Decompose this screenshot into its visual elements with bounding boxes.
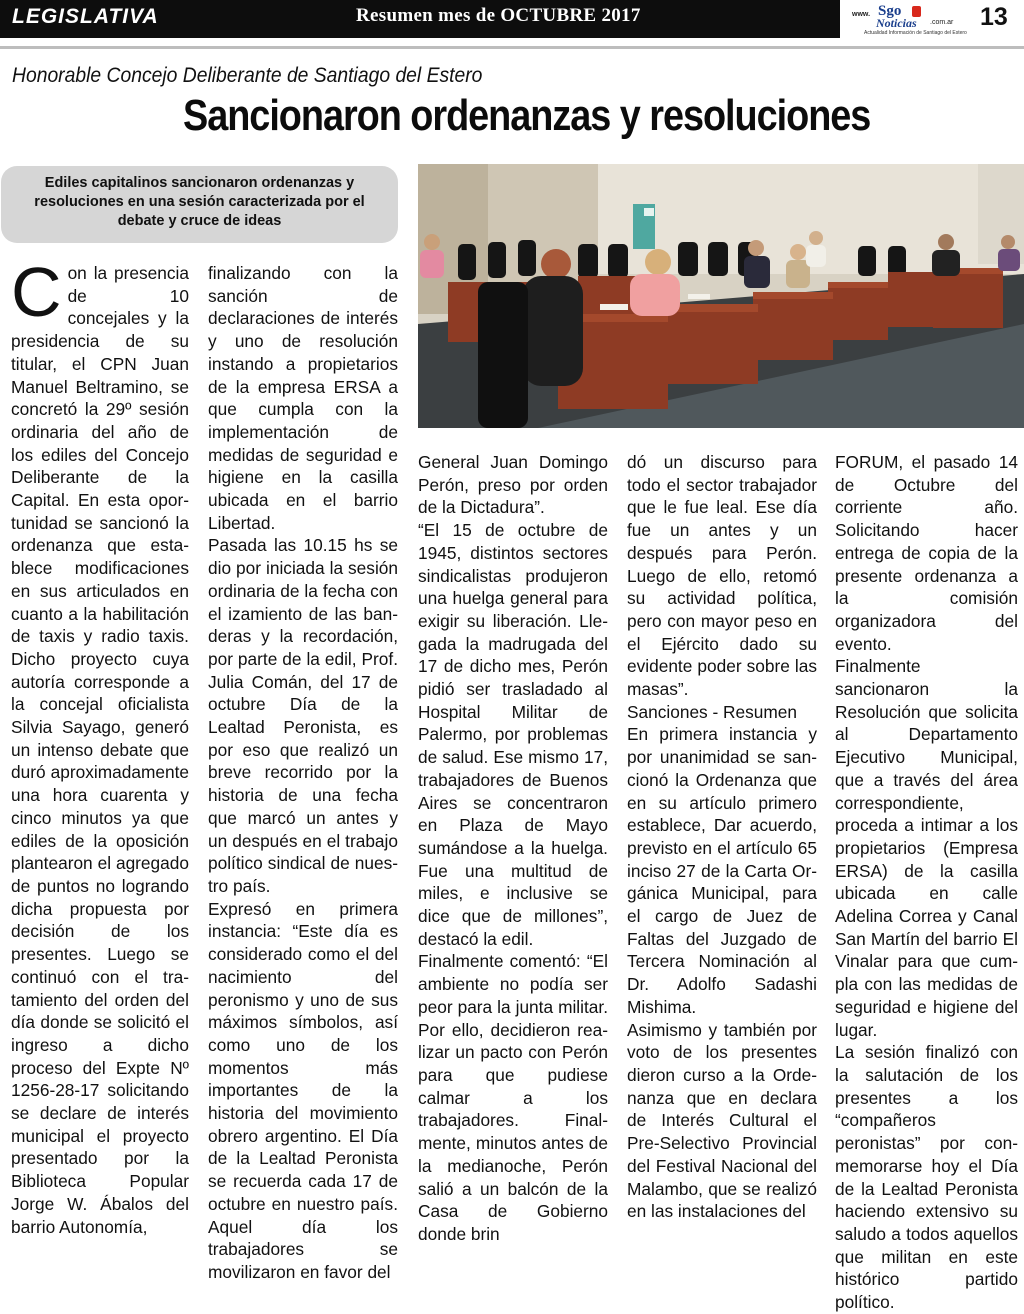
paragraph: En primera instancia y por unanimidad se sancionó la Ordenanza que en su artículo primero establece, Dar acuerdo, previsto en el artículo 65 inciso 27 de la Carta Orgánica Municipal, para el cargo de Juez de Faltas del Juzgado de Tercera Nominación al Dr. Adolfo Sadashi Mishima. [627, 724, 817, 1017]
paragraph: finalizando con la sanción de declaraciones de interés y uno de resolución instando a propietarios de la empresa ERSA a que cumpla con la implementación de medidas de seguridad e higiene en la casilla ubicada en el barrio Libertad. [208, 263, 398, 533]
paragraph: FORUM, el pasado 14 de Octubre del corriente año. Solicitando hacer entrega de copia de la presente ordenanza a la comisión organizadora del evento. [835, 452, 1018, 654]
article-column-2 [208, 262, 398, 1284]
page-header-bar [0, 0, 840, 38]
drop-cap: C [11, 253, 62, 331]
header-divider [0, 46, 1024, 49]
page-number: 13 [980, 3, 1008, 31]
article-headline: Sancionaron ordenanzas y resoluciones [183, 91, 871, 140]
paragraph: dó un discurso para todo el sector trabajador que le fue leal. Ese día fue un antes y un después para Perón. Luego de ello, retomó su actividad política, pero con mayor peso en el Ejército dado su evidente poder sobre las masas”. [627, 452, 817, 700]
paragraph: Finalmente comentó: “El ambiente no podía ser peor para la junta militar. Por ello, decidieron realizar un pacto con Perón para que pudiese calmar a los trabajadores. Finalmente, minutos antes de la medianoche, Perón salió a un balcón de la Casa de Gobierno donde brin [418, 951, 608, 1244]
article-column-1 [11, 253, 189, 1238]
column-1-text: on la presencia de 10 concejales y la presidencia de su titular, el CPN Juan Manuel Beltramino, se concretó la 29º sesión ordinaria del año de los ediles del Concejo Deliberante de la Capital. En esta oportunidad se sancionó la ordenanza que establece modificaciones en sus articulados en cuanto a la habilitación de taxis y radio taxis. Dicho proyecto cuya autoría corresponde a la concejal oficialista Silvia Sayago, generó un intenso debate que duró aproximadamente una hora cuarenta y cinco minutos ya que ediles de la oposición plantearon el agregado de puntos no logrando dicha propuesta por decisión de los presentes. Luego se continuó con el tratamiento del orden del día donde se solicitó el ingreso a dicho proceso del Expte Nº 1256-28-17 solicitando se declare de interés municipal el proyecto presentado por la Biblioteca Popular Jorge W. Ábalos del barrio Autonomía, [11, 263, 189, 1237]
paragraph: Pasada las 10.15 hs se dio por iniciada la sesión ordinaria de la fecha con el izamiento de las banderas y la recordación, por parte de la edil, Prof. Julia Comán, del 17 de octubre Día de la Lealtad Peronista, es por eso que realizó un breve recorrido por la historia de una fecha que marcó un antes y un después en el trabajo político sindical de nuestro país. [208, 535, 398, 896]
issue-title: Resumen mes de OCTUBRE 2017 [356, 5, 641, 26]
paragraph: Finalmente sancionaron la Resolución que solicita al Departamento Ejecutivo Municipal, que a través del área correspondiente, proceda a intimar a los propietarios (Empresa ERSA) de la casilla ubicada en calle Adelina Correa y Canal San Martín del barrio El Vinalar para que cumpla con las medidas de seguridad e higiene del lugar. [835, 656, 1018, 1040]
paragraph: General Juan Domingo Perón, preso por orden de la Dictadura”. [418, 452, 608, 518]
paragraph: La sesión finalizó con la salutación de los presentes a los “compañeros peronistas” por conmemorarse hoy el Día de la Lealtad Peronista haciendo extensivo su saludo a todos aquellos que militan en este histórico partido político. [835, 1042, 1018, 1313]
article-column-4 [627, 451, 817, 1223]
article-column-3 [418, 451, 608, 1246]
sgo-noticias-logo: www. Sgo Noticias .com.ar Actualidad Información de Santiago del Estero [852, 3, 967, 36]
session-photo [418, 164, 1024, 428]
subheading: Sanciones - Resumen [627, 701, 798, 722]
paragraph: Expresó en primera instancia: “Este día es considerado como el del nacimiento del peronismo y uno de sus máximos símbolos, así como uno de los momentos más importantes de la historia del movimiento obrero argentino. El Día de la Lealtad Peronista se recuerda cada 17 de octubre en nuestro país. Aquel día los trabajadores se movilizaron en favor del [208, 898, 398, 1282]
paragraph: Asimismo y también por voto de los presentes dieron curso a la Ordenanza que en declara de Interés Cultural el Pre-Selectivo Provincial del Festival Nacional del Malambo, que se realizó en las instalaciones del [627, 1019, 817, 1222]
article-kicker: Honorable Concejo Deliberante de Santiago del Estero [12, 64, 483, 87]
lead-text: Ediles capitalinos sancionaron ordenanzas y resoluciones en una sesión caracterizada por el debate y cruce de ideas [34, 175, 365, 229]
lead-box [1, 166, 398, 243]
section-label: LEGISLATIVA [12, 5, 159, 28]
article-column-5 [835, 451, 1018, 1314]
paragraph: “El 15 de octubre de 1945, distintos sectores sindicalistas produjeron una huelga general para exigir su liberación. Llegada la madrugada del 17 de dicho mes, Perón pidió ser trasladado al Hospital Militar de Palermo, por problemas de salud. Ese mismo 17, trabajadores de Buenos Aires se concentraron en Plaza de Mayo sumándose a la huelga. Fue una multitud de miles, e inclusive se dice que de millones”, destacó la edil. [418, 520, 608, 949]
